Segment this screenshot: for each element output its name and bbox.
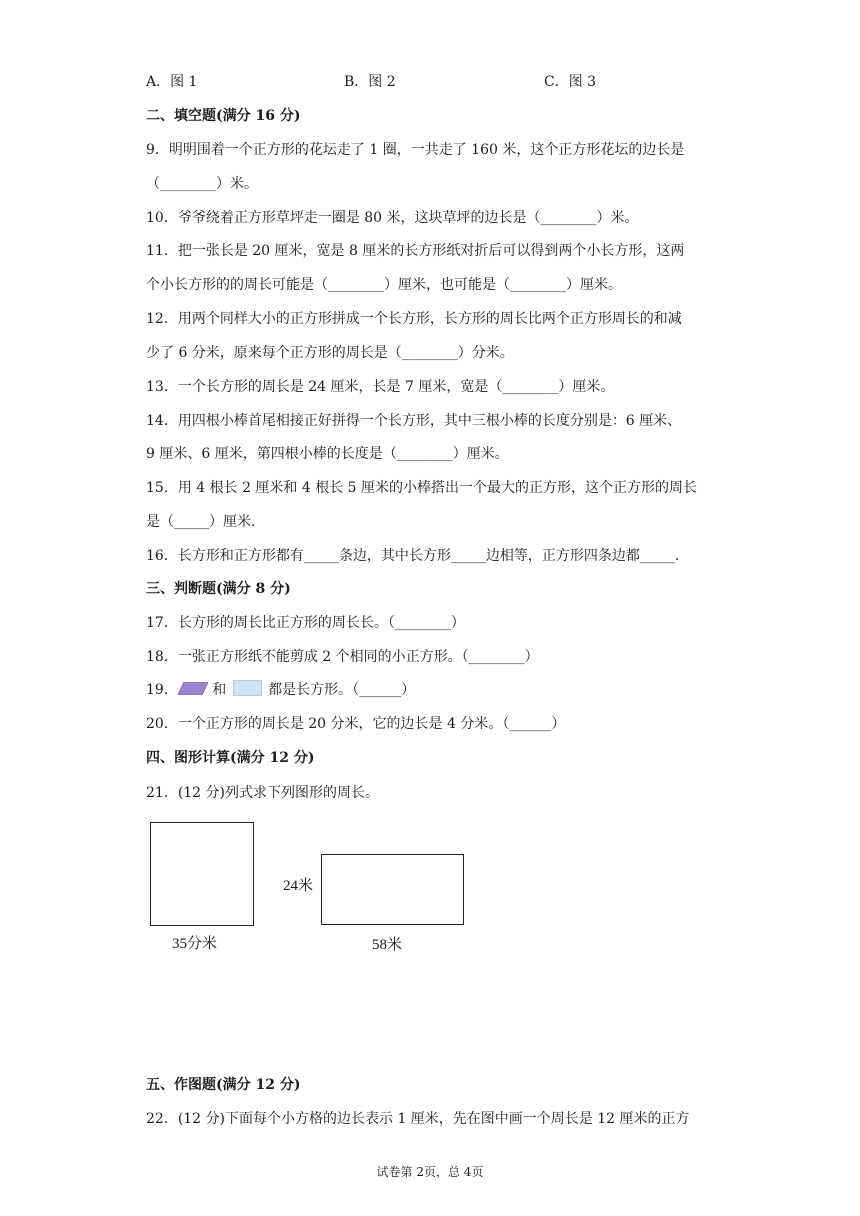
section-heading-drawing: 五、作图题(满分 12 分) (146, 1077, 301, 1093)
section-heading-figure-calc: 四、图形计算(满分 12 分) (146, 750, 315, 766)
question-14-line1: 14．用四根小棒首尾相接正好拼得一个长方形，其中三根小棒的长度分别是：6 厘米、 (146, 413, 682, 429)
question-9-line2: （________）米。 (146, 176, 258, 192)
question-22: 22．(12 分)下面每个小方格的边长表示 1 厘米，先在图中画一个周长是 12 厘米的正方 (146, 1111, 690, 1127)
question-19-and: 和 (212, 682, 227, 698)
section-heading-true-false: 三、判断题(满分 8 分) (146, 581, 291, 597)
question-15-line2: 是（_____）厘米. (146, 514, 256, 530)
question-12-line1: 12．用两个同样大小的正方形拼成一个长方形，长方形的周长比两个正方形周长的和减 (146, 311, 682, 327)
question-15-line1: 15．用 4 根长 2 厘米和 4 根长 5 厘米的小棒搭出一个最大的正方形，这个正方形的周长 (146, 480, 698, 496)
question-14-line2: 9 厘米、6 厘米，第四根小棒的长度是（________）厘米。 (146, 446, 509, 462)
question-19 (146, 680, 415, 700)
question-19-suffix: 都是长方形。（______） (268, 682, 416, 698)
option-b: B．图 2 (344, 74, 396, 90)
purple-parallelogram-icon (178, 682, 208, 695)
rectangle-figure (321, 854, 464, 925)
question-11-line2: 个小长方形的的周长可能是（________）厘米，也可能是（________）厘米。 (146, 277, 622, 293)
question-19-number: 19． (146, 682, 178, 698)
square-figure (150, 822, 254, 926)
rectangle-width-label: 58米 (372, 937, 403, 953)
option-c: C．图 3 (544, 74, 597, 90)
square-side-label: 35分米 (172, 936, 218, 952)
page-footer: 试卷第 2页，总 4页 (376, 1165, 484, 1179)
question-12-line2: 少了 6 分米，原来每个正方形的周长是（________）分米。 (146, 345, 514, 361)
question-13: 13．一个长方形的周长是 24 厘米，长是 7 厘米，宽是（________）厘米。 (146, 379, 615, 395)
question-9-line1: 9．明明围着一个正方形的花坛走了 1 圈，一共走了 160 米，这个正方形花坛的边长是 (146, 142, 685, 158)
question-17: 17．长方形的周长比正方形的周长长。（________） (146, 615, 465, 631)
question-11-line1: 11．把一张长是 20 厘米，宽是 8 厘米的长方形纸对折后可以得到两个小长方形，这两 (146, 243, 685, 259)
question-21: 21．(12 分)列式求下列图形的周长。 (146, 785, 380, 801)
light-blue-rectangle-icon (233, 680, 262, 696)
question-10: 10．爷爷绕着正方形草坪走一圈是 80 米，这块草坪的边长是（________）米。 (146, 210, 639, 226)
question-16: 16．长方形和正方形都有_____条边，其中长方形_____边相等，正方形四条边都_____. (146, 548, 680, 564)
section-heading-fill-in: 二、填空题(满分 16 分) (146, 108, 301, 124)
option-a: A．图 1 (146, 74, 198, 90)
question-20: 20．一个正方形的周长是 20 分米，它的边长是 4 分米。（______） (146, 716, 566, 732)
question-18: 18．一张正方形纸不能剪成 2 个相同的小正方形。（________） (146, 649, 539, 665)
rectangle-height-label: 24米 (283, 878, 314, 894)
